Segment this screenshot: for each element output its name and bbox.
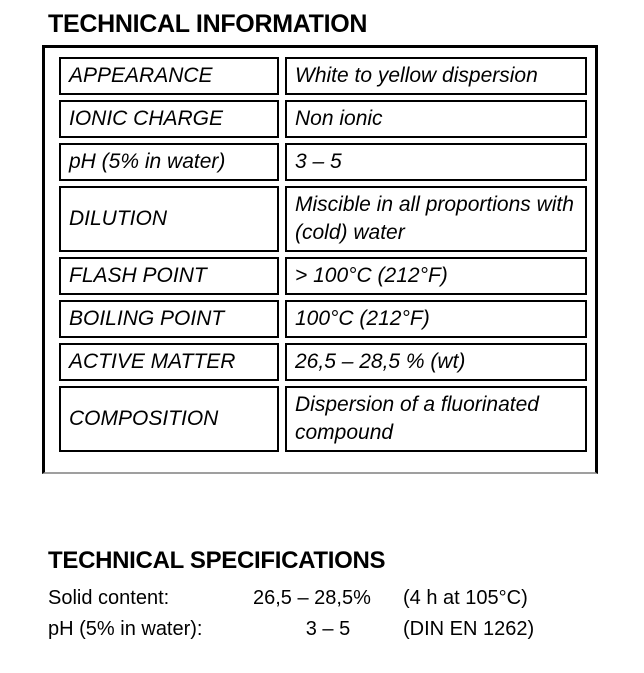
spec-row-solid-content (48, 583, 534, 614)
spec-row-ph (48, 614, 534, 645)
property-cell: FLASH POINT (59, 257, 279, 295)
value-cell: 3 – 5 (285, 143, 587, 181)
property-cell: pH (5% in water) (59, 143, 279, 181)
value-cell: 100°C (212°F) (285, 300, 587, 338)
property-cell: COMPOSITION (59, 386, 279, 452)
spec-note: (DIN EN 1262) (403, 618, 535, 640)
table-row-flash-point (59, 257, 590, 295)
value-cell: > 100°C (212°F) (285, 257, 587, 295)
property-cell: BOILING POINT (59, 300, 279, 338)
spec-label: Solid content: (48, 587, 170, 609)
table-row-dilution (59, 186, 590, 252)
spec-note: (4 h at 105°C) (403, 587, 528, 609)
table-row-boiling-point (59, 300, 590, 338)
technical-specifications-list (48, 583, 534, 645)
table-row-appearance (59, 57, 590, 95)
value-cell: Miscible in all proportions with (cold) water (285, 186, 587, 252)
value-cell: Non ionic (285, 100, 587, 138)
value-cell: Dispersion of a fluorinated compound (285, 386, 587, 452)
spec-value: 3 – 5 (305, 618, 351, 640)
table-row-composition (59, 386, 590, 452)
property-cell: APPEARANCE (59, 57, 279, 95)
table-row-active-matter (59, 343, 590, 381)
technical-information-heading: TECHNICAL INFORMATION (48, 10, 368, 38)
property-cell: DILUTION (59, 186, 279, 252)
spec-value: 26,5 – 28,5% (253, 587, 371, 609)
technical-information-table (59, 57, 590, 452)
property-cell: ACTIVE MATTER (59, 343, 279, 381)
technical-information-frame (42, 45, 598, 474)
property-cell: IONIC CHARGE (59, 100, 279, 138)
value-cell: White to yellow dispersion (285, 57, 587, 95)
technical-specifications-heading: TECHNICAL SPECIFICATIONS (48, 547, 386, 574)
spec-label: pH (5% in water): (48, 618, 203, 640)
value-cell: 26,5 – 28,5 % (wt) (285, 343, 587, 381)
table-row-ph (59, 143, 590, 181)
table-row-ionic-charge (59, 100, 590, 138)
